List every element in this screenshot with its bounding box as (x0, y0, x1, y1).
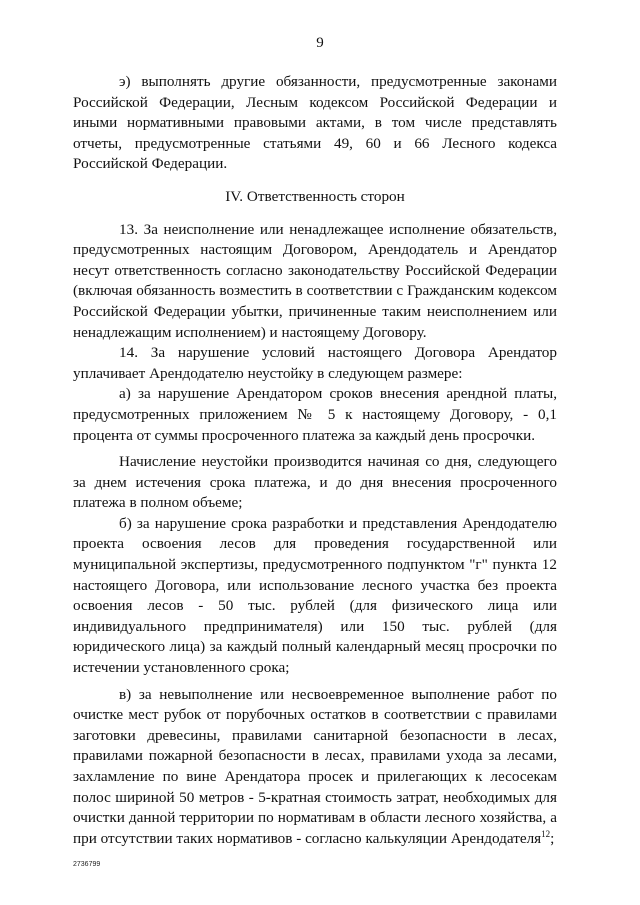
document-body (73, 72, 557, 849)
paragraph-14: 14. За нарушение условий настоящего Договора Арендатор уплачивает Арендодателю неустойку в следующем размере: (73, 344, 557, 382)
paragraph-13: 13. За неисполнение или ненадлежащее исполнение обязательств, предусмотренных настоящим Договором, Арендодатель и Арендатор несут ответственность согласно законодательству Российской Федерации (включая обязанность возместить в соответствии с Гражданским кодексом Российской Федерации убытки, причиненные таким неисполнением или ненадлежащим исполнением) и настоящему Договору. (73, 220, 557, 341)
document-id: 2736799 (73, 861, 101, 868)
section-heading: IV. Ответственность сторон (225, 187, 405, 205)
paragraph-accrual: Начисление неустойки производится начиная со дня, следующего за днем истечения срока платежа, и до дня внесения просроченного платежа в полном объеме; (73, 453, 557, 512)
paragraph-14v (73, 685, 557, 850)
paragraph-14b: б) за нарушение срока разработки и представления Арендодателю проекта освоения лесов для проведения государственной или муниципальной экспертизы, предусмотренного подпунктом "г" пункта 12 настоящего Договора, или использование лесного участка без проекта освоения лесов - 50 тыс. рублей (для физического лица или индивидуального предпринимателя) или 150 тыс. рублей (для юридического лица) за каждый полный календарный месяц просрочки по истечении установленного срока; (73, 514, 557, 677)
page-number: 9 (316, 35, 324, 51)
paragraph-e: э) выполнять другие обязанности, предусмотренные законами Российской Федерации, Лесным кодексом Российской Федерации и иными нормативными правовыми актами, в том числе представлять отчеты, предусмотренные статьями 49, 60 и 66 Лесного кодекса Российской Федерации. (73, 73, 557, 173)
paragraph-14v-end: ; (550, 829, 555, 847)
paragraph-14a: а) за нарушение Арендатором сроков внесения арендной платы, предусмотренных приложением № 5 к настоящему Договору, - 0,1 процента от суммы просроченного платежа за каждый день просрочки. (73, 385, 557, 444)
paragraph-14v-text: в) за невыполнение или несвоевременное выполнение работ по очистке мест рубок от порубочных остатков в соответствии с правилами заготовки древесины, правилами санитарной безопасности в лесах, правилами пожарной безопасности в лесах, правилами ухода за лесами, захламление по вине Арендатора просек и прилегающих к лесосекам полос шириной 50 метров - 5-кратная стоимость затрат, необходимых для очистки данной территории по нормативам в области лесного хозяйства, а при отсутствии таких нормативов - согласно калькуляции Арендодателя (73, 685, 557, 847)
footnote-marker: 12 (541, 828, 551, 839)
